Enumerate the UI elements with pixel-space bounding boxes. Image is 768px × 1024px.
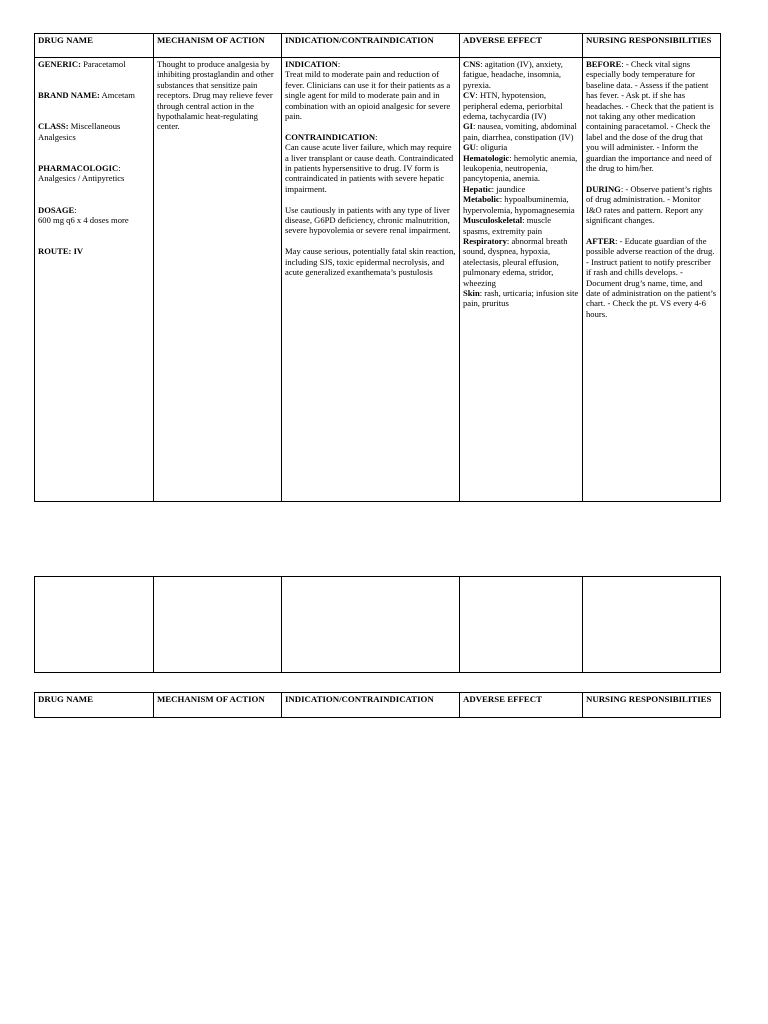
header-drug-name: DRUG NAME [35, 34, 154, 58]
before-label: BEFORE [586, 59, 622, 69]
adverse-item: Skin: rash, urticaria; infusion site pain, pruritus [463, 287, 579, 309]
route-value: IV [71, 246, 84, 257]
table-row [35, 577, 721, 673]
brand-label: BRAND NAME: [38, 90, 100, 101]
adverse-effect-cell [460, 58, 583, 502]
drug-name-cell [35, 58, 154, 502]
pharmacologic-colon: : [118, 163, 121, 174]
drug-study-table-2 [34, 692, 721, 718]
pharmacologic-value: Analgesics / Antipyretics [38, 173, 125, 184]
adverse-item: Hepatic: jaundice [463, 183, 526, 194]
empty-cell [583, 577, 721, 673]
indication-cell [282, 58, 460, 502]
adverse-item: Metabolic: hypoalbuminemia, hypervolemia, hypomagnesemia [463, 194, 575, 215]
dosage-label: DOSAGE [38, 204, 75, 215]
empty-cell [282, 577, 460, 673]
empty-table [34, 576, 721, 673]
caution-text: Use cautiously in patients with any type of liver disease, G6PD deficiency, chronic malnutrition, severe hypovolemia or severe renal impairment. [285, 204, 451, 236]
generic-value: Paracetamol [80, 59, 126, 69]
adverse-item: CNS: agitation (IV), anxiety, fatigue, headache, insomnia, pyrexia. [463, 59, 563, 90]
dosage-value: 600 mg q6 x 4 doses more [38, 215, 129, 226]
header-indication: INDICATION/CONTRAINDICATION [282, 34, 460, 58]
header-drug-name: DRUG NAME [35, 693, 154, 718]
indication-text: Treat mild to moderate pain and reduction of fever. Clinicians can use it for their patients as a single agent for mild to moderate pain and in combination with an opioid analgesic for severe pain. [285, 69, 451, 122]
after-text: : - Educate guardian of the possible adverse reaction of the drug. - Instruct patient to notify prescriber if rash and chills develops. - Document drug’s name, time, and date of administration on the patient’s chart. - Check the pt. VS every 4-6 hours. [586, 235, 717, 319]
mechanism-cell [154, 58, 282, 502]
nursing-cell [583, 58, 721, 502]
during-label: DURING [586, 183, 621, 194]
drug-study-table [34, 33, 721, 502]
header-adverse-effect: ADVERSE EFFECT [460, 693, 583, 718]
adverse-item: GI: nausea, vomiting, abdominal pain, diarrhea, constipation (IV) [463, 121, 577, 142]
header-nursing: NURSING RESPONSIBILITIES [583, 34, 721, 58]
indication-label: INDICATION [285, 59, 338, 69]
during-text: : - Observe patient’s rights of drug administration. - Monitor I&O rates and pattern. Report any significant changes. [586, 183, 713, 226]
before-text: : - Check vital signs especially body temperature for baseline data. - Assess if the patient has fever. - Ask pt. if she has headaches. - Check that the patient is not taking any other medication containing paracetamol. - Check the label and the dose of the drug that you will administer. - Inform the guardian the importance and need of the drug to him/her. [586, 59, 714, 174]
generic-label: GENERIC: [38, 59, 81, 69]
mechanism-text: Thought to produce analgesia by inhibiting prostaglandin and other substances that sensitize pain receptors. Drug may relieve fever through central action in the hypothalamic heat-regulating center. [157, 59, 274, 132]
nursing-during [586, 184, 717, 226]
table-header-row [35, 693, 721, 718]
adverse-item: Musculoskeletal: muscle spasms, extremity pain [463, 215, 552, 236]
route-line [38, 246, 150, 256]
adverse-item: GU: oliguria [463, 142, 508, 153]
brand-line [38, 90, 150, 100]
empty-cell [35, 577, 154, 673]
nursing-before [586, 59, 717, 173]
dosage-colon: : [74, 204, 77, 215]
after-label: AFTER [586, 235, 616, 246]
nursing-after [586, 236, 717, 319]
dosage-line [38, 205, 150, 215]
brand-value: Amcetam [99, 90, 135, 101]
contraindication-text: Can cause acute liver failure, which may require a liver transplant or cause death. Contraindicated in patients hypersensitive to drug. IV form is contraindicated in patients with severe hepatic impairment. [285, 142, 454, 194]
class-label: CLASS: [38, 121, 69, 132]
contraindication-colon: : [375, 131, 378, 142]
route-label: ROUTE: [38, 246, 72, 257]
header-adverse-effect: ADVERSE EFFECT [460, 34, 583, 58]
table-row [35, 58, 721, 502]
adverse-item: Respiratory: abnormal breath sound, dyspnea, hypoxia, atelectasis, pleural effusion, pulmonary edema, stridor, wheezing [463, 235, 568, 288]
header-indication: INDICATION/CONTRAINDICATION [282, 693, 460, 718]
class-value: Miscellaneous Analgesics [38, 121, 121, 142]
generic-line [38, 59, 150, 69]
table-header-row [35, 34, 721, 58]
adverse-item: Hematologic: hemolytic anemia, leukopenia, neutropenia, pancytopenia, anemia. [463, 152, 578, 184]
adverse-item: CV: HTN, hypotension, peripheral edema, periorbital edema, tachycardia (IV) [463, 90, 563, 122]
empty-cell [460, 577, 583, 673]
pharmacologic-line [38, 163, 150, 173]
header-mechanism: MECHANISM OF ACTION [154, 693, 282, 718]
contraindication-label: CONTRAINDICATION [285, 131, 376, 142]
header-mechanism: MECHANISM OF ACTION [154, 34, 282, 58]
empty-cell [154, 577, 282, 673]
header-nursing: NURSING RESPONSIBILITIES [583, 693, 721, 718]
contraindication-heading [285, 132, 456, 142]
indication-heading [285, 59, 456, 69]
class-line [38, 121, 150, 142]
pharmacologic-label: PHARMACOLOGIC [38, 163, 119, 174]
indication-colon: : [337, 59, 341, 69]
skin-reaction-text: May cause serious, potentially fatal skin reaction, including SJS, toxic epidermal necrolysis, and acute generalized exanthemata’s pustulosis [285, 246, 456, 278]
